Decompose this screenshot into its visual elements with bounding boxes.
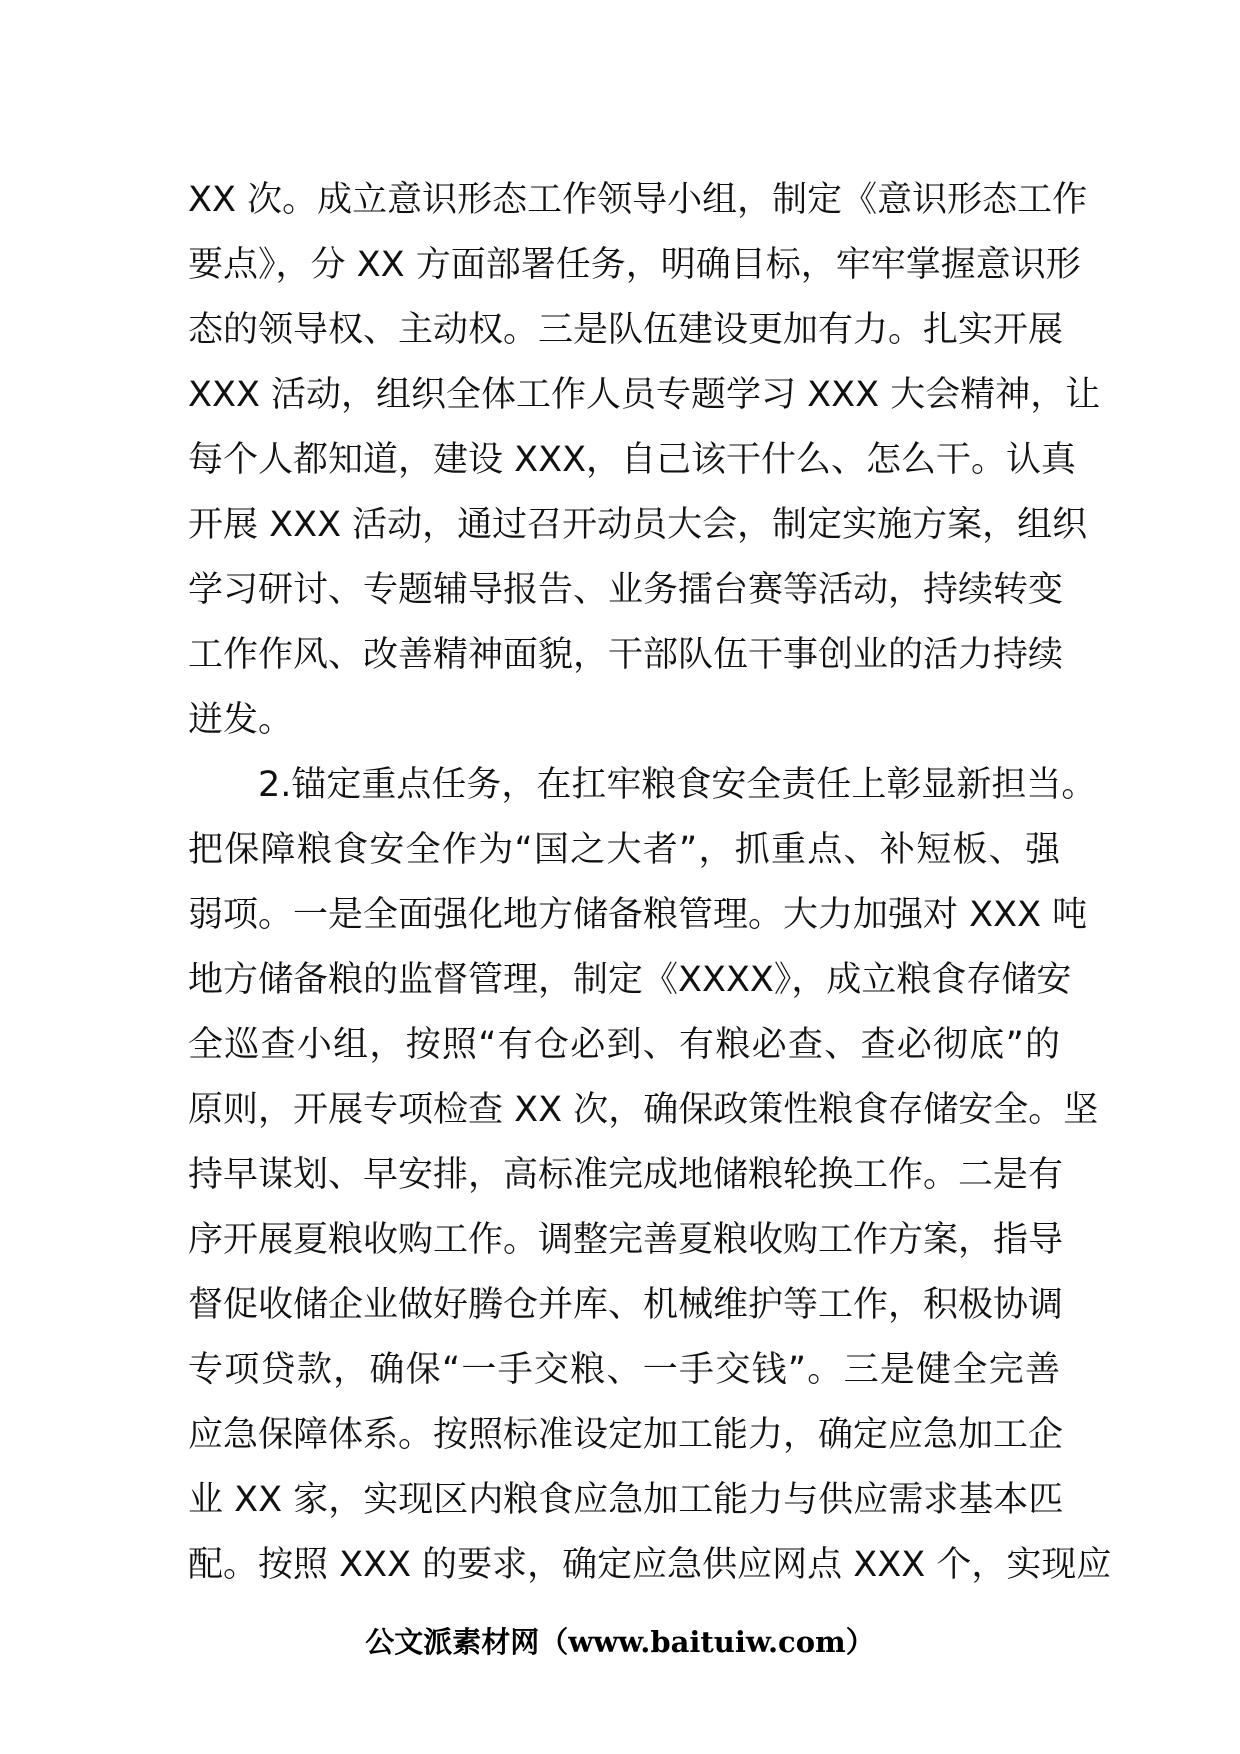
text-line: 专项贷款，确保“一手交粮、一手交钱”。三是健全完善 (188, 1350, 1060, 1390)
text-line: 督促收储企业做好腾仓并库、机械维护等工作，积极协调 (188, 1285, 1064, 1325)
text-line: 配。按照 XXX 的要求，确定应急供应网点 XXX 个，实现应 (188, 1545, 1112, 1585)
text-line: 弱项。一是全面强化地方储备粮管理。大力加强对 XXX 吨 (188, 895, 1088, 935)
text-line: 开展 XXX 活动，通过召开动员大会，制定实施方案，组织 (188, 505, 1088, 545)
text-line: 迸发。 (188, 700, 294, 740)
paragraph-2 (188, 753, 1112, 1598)
text-line: 全巡查小组，按照“有仓必到、有粮必查、查必彻底”的 (188, 1025, 1060, 1065)
text-line: 序开展夏粮收购工作。调整完善夏粮收购工作方案，指导 (188, 1220, 1064, 1260)
section-heading-line: 2.锚定重点任务，在扛牢粮食安全责任上彰显新担当。 (258, 765, 1097, 805)
text-line: 地方储备粮的监督管理，制定《XXXX》，成立粮食存储安 (188, 960, 1072, 1000)
paragraph-1 (188, 168, 1101, 753)
text-line: 持早谋划、早安排，高标准完成地储粮轮换工作。二是有 (188, 1155, 1064, 1195)
text-line: 每个人都知道，建设 XXX，自己该干什么、怎么干。认真 (188, 440, 1077, 480)
text-line: XXX 活动，组织全体工作人员专题学习 XXX 大会精神，让 (188, 375, 1101, 415)
text-line: 业 XX 家，实现区内粮食应急加工能力与供应需求基本匹 (188, 1480, 1064, 1520)
text-line: 把保障粮食安全作为“国之大者”，抓重点、补短板、强 (188, 830, 1060, 870)
text-line: XX 次。成立意识形态工作领导小组，制定《意识形态工作 (188, 180, 1088, 220)
text-line: 应急保障体系。按照标准设定加工能力，确定应急加工企 (188, 1415, 1064, 1455)
text-line: 要点》，分 XX 方面部署任务，明确目标，牢牢掌握意识形 (188, 245, 1081, 285)
text-line: 学习研讨、专题辅导报告、业务擂台赛等活动，持续转变 (188, 570, 1064, 610)
text-line: 态的领导权、主动权。三是队伍建设更加有力。扎实开展 (188, 310, 1064, 350)
footer-watermark: 公文派素材网（www.baituiw.com） (365, 1625, 875, 1659)
text-line: 工作作风、改善精神面貌，干部队伍干事创业的活力持续 (188, 635, 1064, 675)
document-body (188, 168, 1112, 1598)
text-line: 原则，开展专项检查 XX 次，确保政策性粮食存储安全。坚 (188, 1090, 1099, 1130)
